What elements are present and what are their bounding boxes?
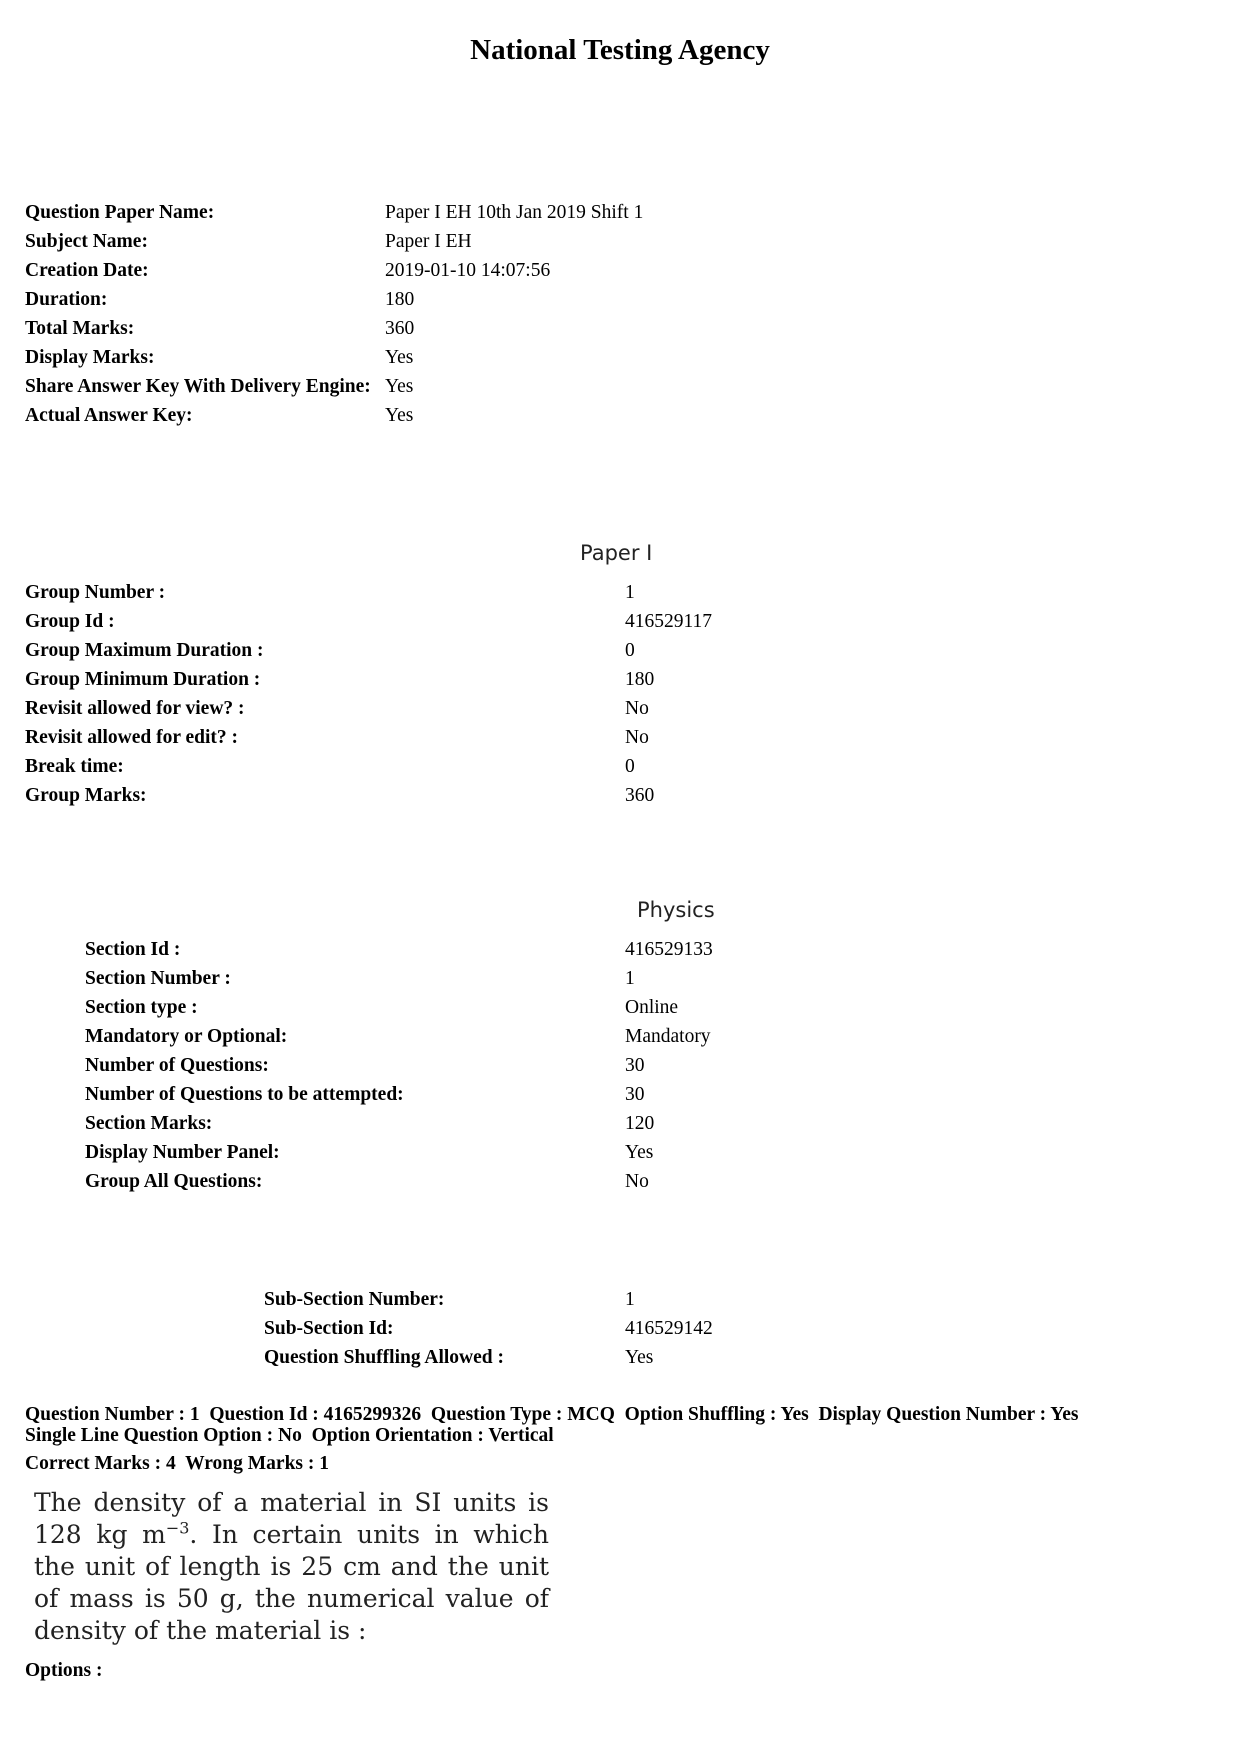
page-title: National Testing Agency: [470, 34, 770, 66]
group-row: [25, 665, 712, 694]
section-value: 1: [625, 968, 635, 989]
group-row: [25, 752, 712, 781]
group-row: [25, 636, 712, 665]
section-label: Section Id :: [85, 939, 181, 960]
section-row: [85, 1109, 713, 1138]
meta-value: 360: [385, 318, 415, 339]
section-label: Section Number :: [85, 968, 231, 989]
subsection-row: [264, 1314, 713, 1343]
section-value: 30: [625, 1055, 645, 1076]
meta-label: Duration:: [25, 289, 108, 310]
options-label: Options :: [25, 1660, 103, 1681]
question-info-text: Single Line Question Option : No Option Orientation : Vertical: [25, 1425, 554, 1446]
group-label: Group Maximum Duration :: [25, 640, 264, 661]
group-heading: Paper I: [580, 541, 653, 565]
question-text-part2: . In certain units in which the unit of length is 25 cm and the unit of mass is 50 g, the numerical value of density of the material is :: [34, 1520, 549, 1645]
meta-value: 2019-01-10 14:07:56: [385, 260, 551, 281]
meta-row: [25, 227, 643, 256]
group-row: [25, 694, 712, 723]
group-value: 0: [625, 640, 635, 661]
subsection-row: [264, 1285, 713, 1314]
section-value: 30: [625, 1084, 645, 1105]
meta-row: [25, 372, 643, 401]
group-value: 360: [625, 785, 655, 806]
subsection-label: Question Shuffling Allowed :: [264, 1347, 505, 1368]
section-label: Number of Questions to be attempted:: [85, 1084, 404, 1105]
group-value: 1: [625, 582, 635, 603]
section-row: [85, 1167, 713, 1196]
section-label: Display Number Panel:: [85, 1142, 280, 1163]
meta-label: Total Marks:: [25, 318, 135, 339]
section-table: [85, 935, 713, 1196]
meta-value: Paper I EH 10th Jan 2019 Shift 1: [385, 202, 644, 223]
section-row: [85, 1051, 713, 1080]
group-value: No: [625, 727, 649, 748]
question-info-text: Question Number : 1 Question Id : 4165299326 Question Type : MCQ Option Shuffling : Yes Display Question Number : Yes: [25, 1404, 1079, 1425]
section-label: Number of Questions:: [85, 1055, 269, 1076]
group-row: [25, 781, 712, 810]
section-label: Mandatory or Optional:: [85, 1026, 288, 1047]
group-value: No: [625, 698, 649, 719]
subsection-value: 416529142: [625, 1318, 713, 1339]
meta-value: 180: [385, 289, 415, 310]
meta-label: Creation Date:: [25, 260, 149, 281]
question-marks-text: Correct Marks : 4 Wrong Marks : 1: [25, 1453, 330, 1474]
question-text-part1: The density of a material in SI units is 128 kg m: [34, 1488, 549, 1549]
section-value: Mandatory: [625, 1026, 711, 1047]
meta-row: [25, 401, 643, 430]
subsection-label: Sub-Section Id:: [264, 1318, 394, 1339]
group-label: Group Minimum Duration :: [25, 669, 261, 690]
group-row: [25, 578, 712, 607]
meta-label: Display Marks:: [25, 347, 155, 368]
section-row: [85, 935, 713, 964]
group-value: 416529117: [625, 611, 713, 632]
section-heading: Physics: [637, 898, 715, 922]
group-label: Group Marks:: [25, 785, 147, 806]
meta-row: [25, 285, 643, 314]
subsection-row: [264, 1343, 713, 1372]
question-marks: [25, 1453, 1215, 1474]
meta-label: Subject Name:: [25, 231, 148, 252]
meta-label: Actual Answer Key:: [25, 405, 193, 426]
section-row: [85, 1138, 713, 1167]
subsection-table: [264, 1285, 713, 1372]
section-value: No: [625, 1171, 649, 1192]
section-row: [85, 1080, 713, 1109]
meta-row: [25, 198, 643, 227]
section-label: Group All Questions:: [85, 1171, 263, 1192]
section-value: 120: [625, 1113, 655, 1134]
section-label: Section Marks:: [85, 1113, 213, 1134]
question-info-line-2: [25, 1425, 1215, 1446]
subsection-value: 1: [625, 1289, 635, 1310]
section-value: Yes: [625, 1142, 654, 1163]
section-value: Online: [625, 997, 679, 1018]
meta-value: Yes: [385, 376, 414, 397]
group-value: 180: [625, 669, 655, 690]
meta-row: [25, 256, 643, 285]
group-label: Group Id :: [25, 611, 115, 632]
section-value: 416529133: [625, 939, 713, 960]
group-table: [25, 578, 712, 810]
question-text-exponent: −3: [165, 1518, 190, 1538]
group-row: [25, 607, 712, 636]
meta-row: [25, 343, 643, 372]
meta-value: Yes: [385, 405, 414, 426]
subsection-value: Yes: [625, 1347, 654, 1368]
group-label: Revisit allowed for view? :: [25, 698, 245, 719]
meta-value: Paper I EH: [385, 231, 472, 252]
paper-meta-table: [25, 198, 643, 430]
group-label: Group Number :: [25, 582, 166, 603]
group-value: 0: [625, 756, 635, 777]
meta-row: [25, 314, 643, 343]
meta-label: Share Answer Key With Delivery Engine:: [25, 376, 371, 397]
question-text: [34, 1487, 549, 1647]
group-label: Revisit allowed for edit? :: [25, 727, 239, 748]
meta-value: Yes: [385, 347, 414, 368]
group-row: [25, 723, 712, 752]
question-info-line-1: [25, 1404, 1215, 1425]
group-label: Break time:: [25, 756, 124, 777]
meta-label: Question Paper Name:: [25, 202, 215, 223]
section-row: [85, 1022, 713, 1051]
question-info: [25, 1404, 1215, 1474]
section-row: [85, 964, 713, 993]
section-label: Section type :: [85, 997, 198, 1018]
subsection-label: Sub-Section Number:: [264, 1289, 445, 1310]
section-row: [85, 993, 713, 1022]
